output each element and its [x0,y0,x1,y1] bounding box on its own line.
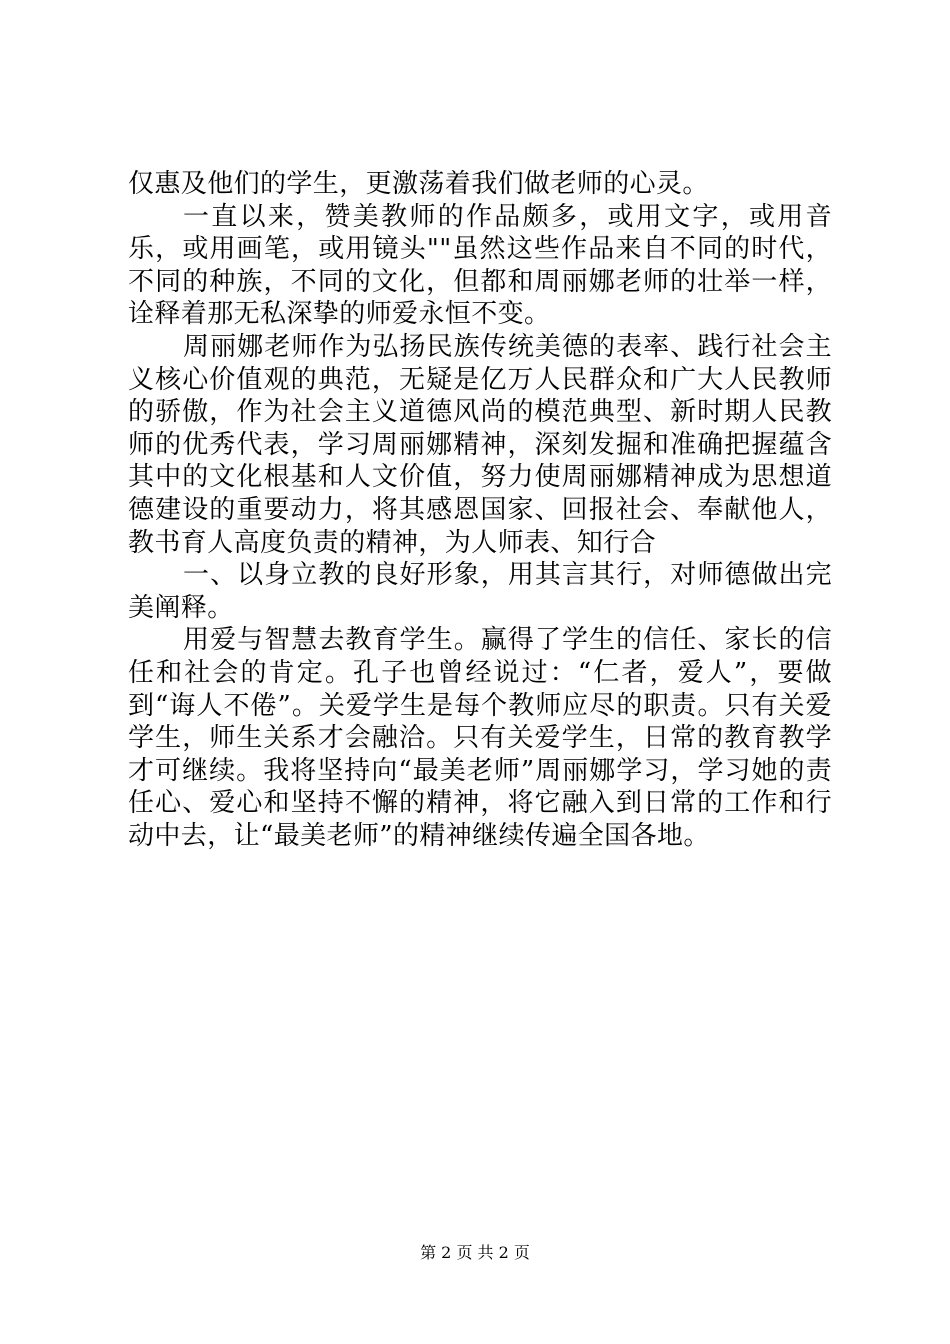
document-body [128,168,832,852]
paragraph-continuation: 仅惠及他们的学生，更激荡着我们做老师的心灵。 [128,169,709,199]
paragraph: 周丽娜老师作为弘扬民族传统美德的表率、践行社会主义核心价值观的典范，无疑是亿万人民群众和广大人民教师的骄傲，作为社会主义道德风尚的模范典型、新时期人民教师的优秀代表，学习周丽娜精神，深刻发掘和准确把握蕴含其中的文化根基和人文价值，努力使周丽娜精神成为思想道德建设的重要动力，将其感恩国家、回报社会、奉献他人，教书育人高度负责的精神，为人师表、知行合 [128,331,832,558]
section-heading-paragraph: 一、以身立教的良好形象，用其言其行，对师德做出完美阐释。 [128,560,832,623]
page-number-footer: 第 2 页 共 2 页 [420,1243,530,1262]
paragraph: 一直以来，赞美教师的作品颇多，或用文字，或用音乐，或用画笔，或用镜头""虽然这些作品来自不同的时代，不同的种族，不同的文化，但都和周丽娜老师的壮举一样，诠释着那无私深挚的师爱永恒不变。 [128,201,832,330]
paragraph: 用爱与智慧去教育学生。赢得了学生的信任、家长的信任和社会的肯定。孔子也曾经说过：“仁者，爱人”，要做到“诲人不倦”。关爱学生是每个教师应尽的职责。只有关爱学生，师生关系才会融洽。只有关爱学生，日常的教育教学才可继续。我将坚持向“最美老师”周丽娜学习，学习她的责任心、爱心和坚持不懈的精神，将它融入到日常的工作和行动中去，让“最美老师”的精神继续传遍全国各地。 [128,625,832,851]
